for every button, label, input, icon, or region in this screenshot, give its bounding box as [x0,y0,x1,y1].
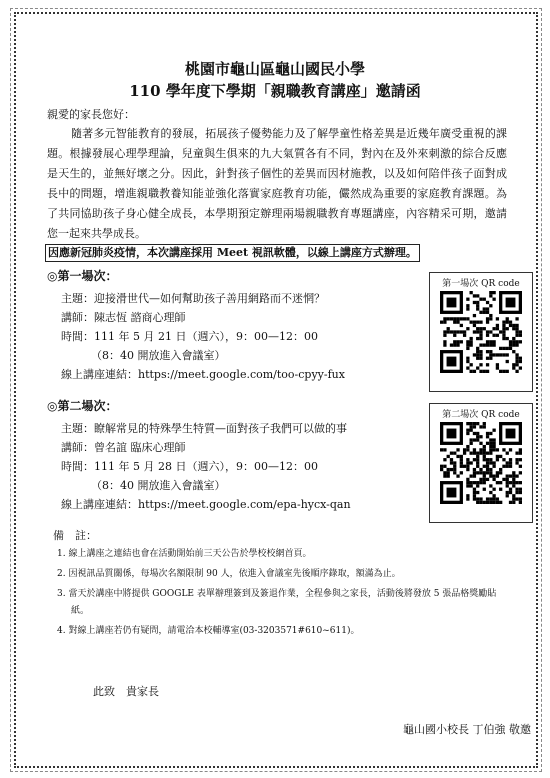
session1-qr-code-icon[interactable] [440,291,522,373]
session1-link[interactable]: 線上講座連結：https://meet.google.com/too-cpyy-fux [61,368,345,381]
session2-time: 時間：111 年 5 月 28 日（週六），9：00—12：00 [61,460,318,473]
session1-topic: 主題：迎接滑世代—如何幫助孩子善用網路而不迷惘？ [61,292,325,305]
intro-paragraph: 隨著多元智能教育的發展，拓展孩子優勢能力及了解學童性格差異是近幾年廣受重視的課題。根據發展心理學理論，兒童與生俱來的九大氣質各有不同，對內在及外來刺激的綜合反應是天生的，並無好壞之分。因此，針對孩子個性的差異而因材施教，以及如何陪伴孩子面對成長中的問題，增進親職教養知能並強化落實家庭教育功能，儼然成為重要的家庭教育課題。為了共同協助孩子身心健全成長，本學期預定辦理兩場親職教育專題講座，內容精采可期，邀請您一起來共學成長。 [47,127,507,240]
principal-signature: 龜山國小校長 丁伯強 敬邀 [403,723,531,736]
session2-qr-code-icon[interactable] [440,422,522,504]
note-item: 1. 線上講座之連結也會在活動開始前三天公告於學校校網首頁。 [57,549,312,559]
session2-heading: ◎第二場次： [47,399,118,413]
notes-heading: 備 註： [53,529,97,542]
note-item: 4. 對線上講座若仍有疑問，請電洽本校輔導室(03-3203571#610~611)。 [57,626,360,636]
note-item: 3. 當天於講座中將提供 GOOGLE 表單辦理簽到及簽退作業，全程參與之家長，活動後將發放 5 張品格獎勵貼紙。 [57,589,497,616]
session2-qr-box [429,403,533,523]
session2-link[interactable]: 線上講座連結：https://meet.google.com/epa-hycx-qan [61,498,351,511]
greeting: 親愛的家長您好： [47,108,135,121]
covid-notice: 因應新冠肺炎疫情，本次講座採用 Meet 視訊軟體，以線上講座方式辦理。 [45,244,420,262]
note-item: 2. 因視訊品質關係，每場次名額限制 90 人，依進入會議室先後順序錄取，額滿為止。 [57,569,401,579]
closing-salutation: 此致 貴家長 [93,685,159,698]
session1-heading: ◎第一場次： [47,269,118,283]
session1-speaker: 講師：陳志恆 諮商心理師 [61,311,186,324]
session2-topic: 主題：瞭解常見的特殊學生特質—面對孩子我們可以做的事 [61,422,347,435]
event-title: 110 學年度下學期「親職教育講座」邀請函 [129,82,421,100]
session2-qr-label: 第二場次 QR code [442,410,520,420]
school-title: 桃園市龜山區龜山國民小學 [184,60,365,78]
session1-qr-box [429,272,533,392]
notes-list [57,546,503,643]
session1-qr-label: 第一場次 QR code [442,279,520,289]
session2-speaker: 講師：曾名誼 臨床心理師 [61,441,186,454]
session2-time-note: （8：40 開放進入會議室） [91,479,226,492]
session1-time-note: （8：40 開放進入會議室） [91,349,226,362]
session1-time: 時間：111 年 5 月 21 日（週六），9：00—12：00 [61,330,318,343]
